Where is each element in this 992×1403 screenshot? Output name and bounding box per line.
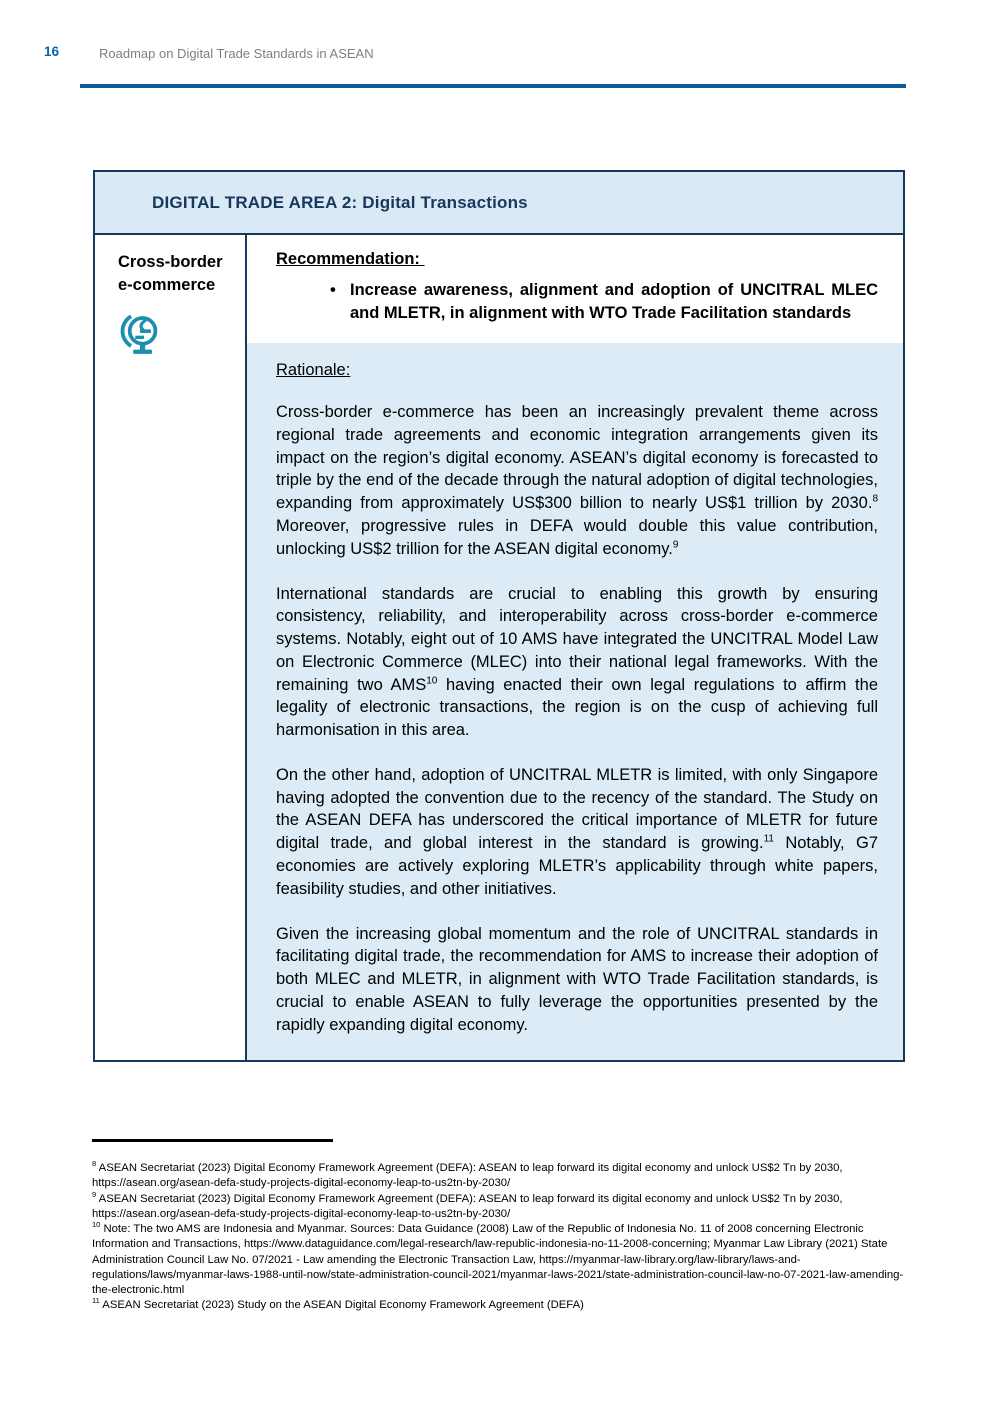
rationale-heading: Rationale: bbox=[276, 361, 351, 380]
footnote-separator bbox=[92, 1139, 333, 1142]
table-body bbox=[95, 235, 903, 1060]
rationale-paragraph: Cross-border e-commerce has been an increasingly prevalent theme across regional trade agreements and economic integration arrangements given its impact on the region’s digital economy. ASEAN’s digital economy is forecasted to triple by the end of the decade through the natural adoption of digital technologies, expanding from approximately US$300 billion to nearly US$1 trillion by 2030.$^8$ Moreover, progressive rules in DEFA would double this value contribution, unlocking US$2 trillion for the ASEAN digital economy.$^9$ bbox=[276, 403, 878, 558]
header-rule bbox=[80, 84, 906, 88]
recommendation-heading: Recommendation: bbox=[276, 250, 425, 268]
recommendation-section bbox=[247, 235, 903, 343]
rationale-paragraph: On the other hand, adoption of UNCITRAL MLETR is limited, with only Singapore having adopted the convention due to the recency of the standard. The Study on the ASEAN DEFA has underscored the critical importance of MLETR for future digital trade, and global interest in the standard is growing.$^{11}$ Notably, G7 economies are actively exploring MLETR’s applicability through white papers, feasibility studies, and other initiatives. bbox=[276, 765, 879, 898]
left-column-label: Cross-border e-commerce bbox=[118, 253, 223, 295]
footnotes bbox=[92, 1161, 906, 1314]
footnote: $^{10}$ Note: The two AMS are Indonesia and Myanmar. Sources: Data Guidance (2008) Law of the Republic of Indonesia No. 11 of 2008 concerning Electronic Information and Transactions, https://www.dataguidance.com/legal-research/law-republic-indonesia-no-11-2008-concerning; Myanmar Law Library (2021) State Administration Council Law No. 07/2021 - Law amending the Electronic Transaction Law, https://myanmar-law-library.org/law-library/laws-and-regulations/laws/myanmar-laws-1988-until-now/state-administration-council-2021/myanmar-laws-2021/state-administration-council-law-no-07-2021-law-amending-the-electronic.html bbox=[92, 1220, 904, 1296]
footnote: $^9$ ASEAN Secretariat (2023) Digital Economy Framework Agreement (DEFA): ASEAN to leap forward its digital economy and unlock US$2 Tn by 2030, https://asean.org/asean-defa-study-projects-digital-economy-leap-to-us2tn-by-2030/ bbox=[92, 1189, 843, 1220]
rationale-paragraphs bbox=[276, 401, 878, 1036]
recommendation-item: • Increase awareness, alignment and adoption of UNCITRAL MLEC and MLETR, in alignment with WTO Trade Facilitation standards bbox=[328, 279, 878, 325]
page-number: 16 bbox=[44, 44, 60, 59]
table-title: DIGITAL TRADE AREA 2: Digital Transactions bbox=[95, 172, 903, 235]
footnote: $^8$ ASEAN Secretariat (2023) Digital Economy Framework Agreement (DEFA): ASEAN to leap forward its digital economy and unlock US$2 Tn by 2030, https://asean.org/asean-defa-study-projects-digital-economy-leap-to-us2tn-by-2030/ bbox=[92, 1159, 843, 1190]
rationale-section bbox=[247, 343, 903, 1060]
footnote: $^{11}$ ASEAN Secretariat (2023) Study on the ASEAN Digital Economy Framework Agreement (DEFA) bbox=[92, 1296, 584, 1312]
right-column bbox=[247, 235, 903, 1060]
left-column bbox=[95, 235, 247, 1060]
globe-icon bbox=[118, 311, 237, 362]
digital-trade-table bbox=[93, 170, 905, 1062]
rationale-paragraph: International standards are crucial to enabling this growth by ensuring consistency, reliability, and interoperability across cross-border e-commerce systems. Notably, eight out of 10 AMS have integrated the UNCITRAL Model Law on Electronic Commerce (MLEC) into their national legal frameworks. With the remaining two AMS$^{10}$ having enacted their own legal regulations to affirm the legality of electronic transactions, the region is on the cusp of achieving full harmonisation in this area. bbox=[276, 584, 878, 740]
page-header-title: Roadmap on Digital Trade Standards in ASEAN bbox=[99, 46, 374, 61]
recommendation-list bbox=[276, 279, 878, 325]
rationale-paragraph: Given the increasing global momentum and the role of UNCITRAL standards in facilitating digital trade, the recommendation for AMS to increase their adoption of both MLEC and MLETR, in alignment with WTO Trade Facilitation standards, is crucial to enable ASEAN to fully leverage the opportunities presented by the rapidly expanding digital economy. bbox=[276, 924, 878, 1034]
